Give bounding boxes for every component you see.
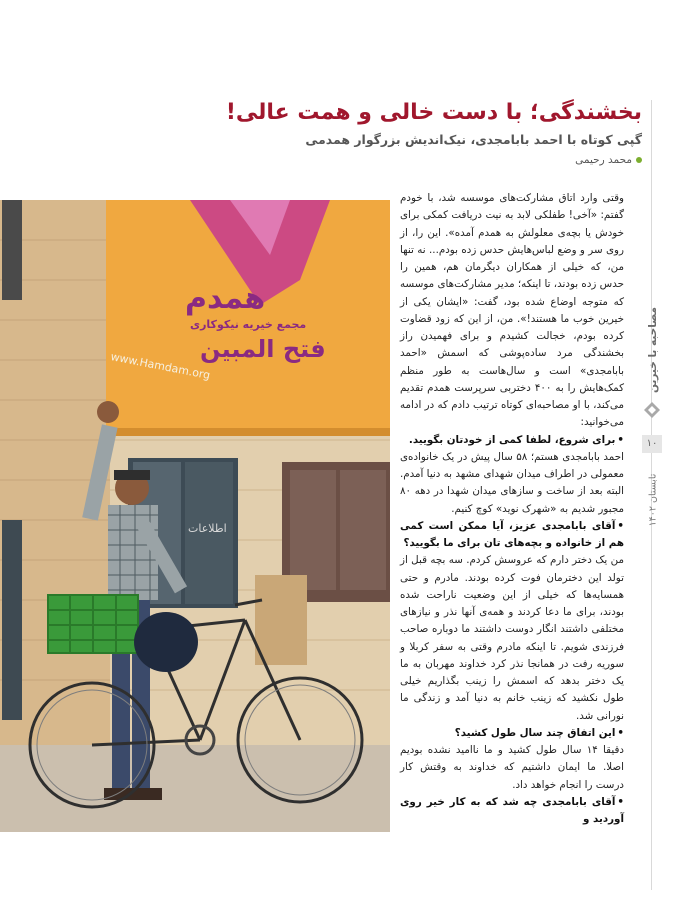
intro-paragraph: وقتی وارد اتاق مشارکت‌های موسسه شد، با خودم گفتم: «آخی! طفلکی لابد به نیت دریافت کمکی برای خودش یا بچه‌ی معلولش به همدم آمده». این را، از روی سر و وضع لباس‌هایش حدس زده بودم... نه تنها من، که خیلی از همکاران دیگرمان هم، همین را حدس زده بودند، تا اینکه؛ مدیر مشارکت‌های موسسه که متوجه اوضاع شده بود، گفت: «ایشان یکی از خیرین خوب ما هستند!». من، از این که زود قضاوت کرده بودم، خجالت کشیدم و برای فهمیدن راز بخشندگی مرد ساده‌پوشی که اسمش «احمد بابامجدی» است و سال‌هاست به طور منظم کمک‌هایش را به ۴۰۰ دختربی سرپرست همدم تقدیم می‌کند، با او مصاحبه‌ای کوتاه ترتیب دادم که در ادامه می‌خوانید: (400, 192, 624, 429)
answer-1: احمد بابامجدی هستم؛ ۵۸ سال پیش در یک خانواده‌ی معمولی در اطراف میدان شهدای مشهد به دنیا آمدم. البته بعد از ساخت و سازهای میدان شهدا در دهه ۸۰ مجبور شدیم به «شهرک نوید» کوچ کنیم. (399, 450, 624, 515)
sign-org: مجمع خیریه نیکوکاری (190, 318, 307, 331)
hamdam-logo-icon (640, 398, 664, 422)
article-title: بخشندگی؛ با دست خالی و همت عالی! (225, 100, 642, 125)
article-author (575, 153, 642, 167)
issue-label: تابستان ۱۴۰۲ (647, 473, 659, 527)
sign-name-secondary: فتح المبین (200, 335, 326, 363)
window-label: اطلاعات (188, 522, 227, 535)
article-body (400, 190, 624, 828)
sign-name: همدم (185, 281, 266, 316)
author-name: محمد رحیمی (575, 154, 632, 166)
author-bullet-icon (636, 157, 642, 163)
question-1: • برای شروع، لطفا کمی از خودتان بگویید. (400, 432, 624, 449)
question-2: • آقای بابامجدی عزیز، آیا ممکن است کمی هم از خانواده و بچه‌های تان برای ما بگویید؟ (400, 518, 624, 553)
page-number: ۱۰ (642, 435, 662, 453)
section-label: مصاحبه با خیرین (647, 307, 659, 393)
answer-3: دقیقا ۱۴ سال طول کشید و ما ناامید نشده بودیم اصلا. ما ایمان داشتیم که خداوند به وقتش کار درست را انجام خواهد داد. (400, 744, 624, 791)
answer-2: من یک دختر دارم که عروسش کردم. سه بچه قبل از تولد این دخترمان فوت کرده بودند. مادرم و حتی همسایه‌ها که خیلی از این وضعیت ناراحت شده بودند، برای ما دعا کردند و همه‌ی آنها نذر و نیازهای مختلفی داشتند انگار دوست داشتند ما دوباره صاحب فرزندی شویم. تا اینکه مادرم وقتی به سفر کربلا و سوریه رفت در همانجا نذر کرد خداوند مهربان به ما یک دختر بدهد که اسمش را زینب بگذاریم خیلی طول نکشید که زینب خانم به دنیا آمد و زندگی ما نورانی شد. (400, 554, 624, 722)
question-4: • آقای بابامجدی چه شد که به کار خیر روی آوردید و (400, 794, 624, 829)
article-photo (0, 200, 390, 832)
question-3: • این اتفاق چند سال طول کشید؟ (400, 725, 624, 742)
article-subtitle: گپی کوتاه با احمد بابامجدی، نیک‌اندیش بزرگوار همدمی (305, 132, 642, 147)
sign-url: www.Hamdam.org (109, 350, 212, 383)
